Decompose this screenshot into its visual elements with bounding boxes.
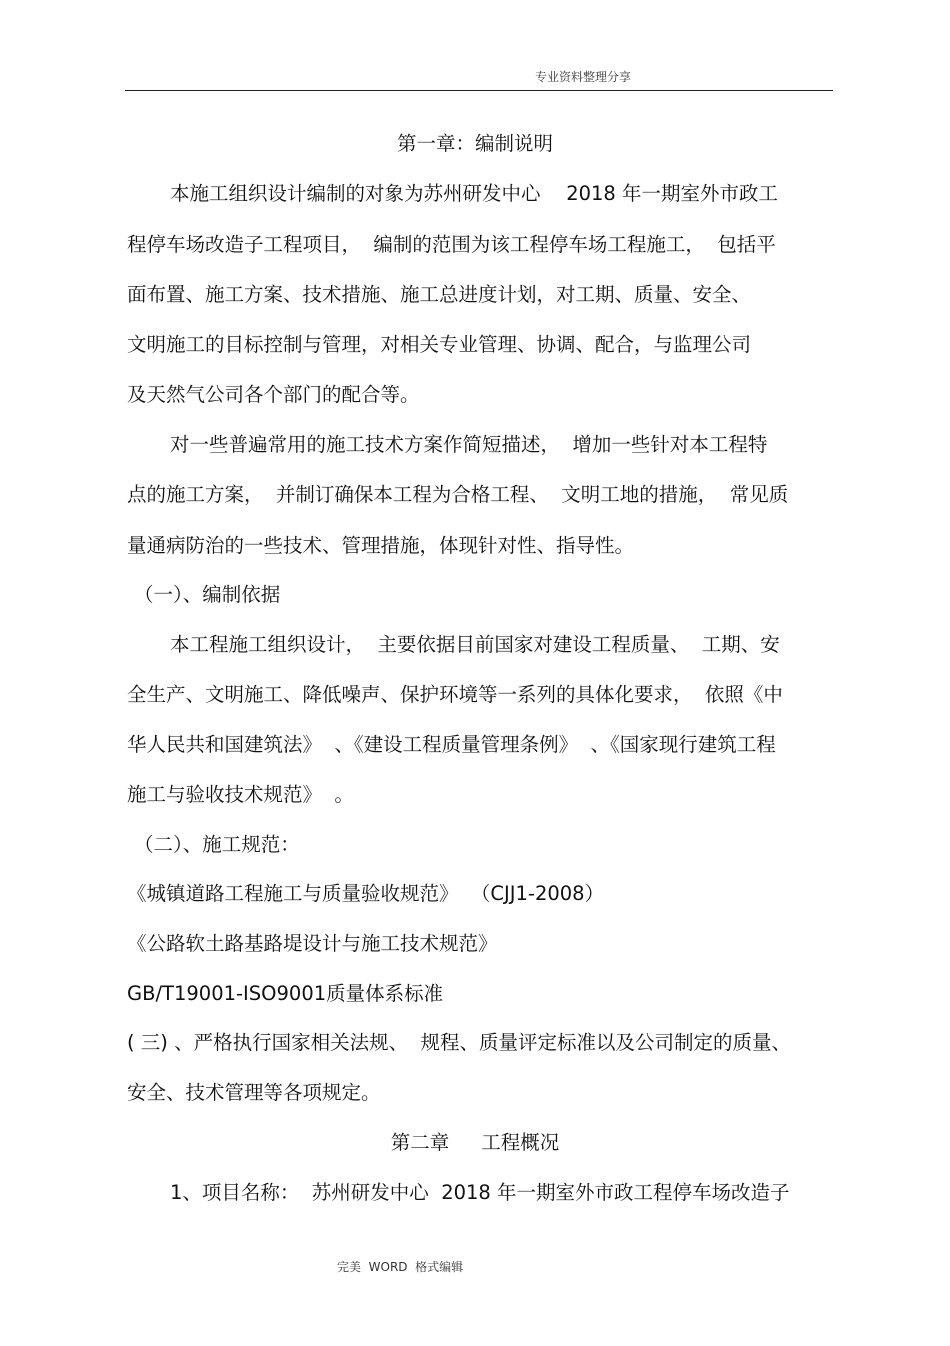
chapter-1-title: 第一章：编制说明 <box>396 132 553 155</box>
paragraph-line: 对一些普遍常用的施工技术方案作简短描述， 增加一些针对本工程特 <box>170 433 768 456</box>
section-heading-standards: （二）、施工规范： <box>134 833 300 856</box>
paragraph-line: 面布置、施工方案、技术措施、施工总进度计划，对工期、质量、安全、 <box>127 283 752 306</box>
paragraph-line: 及天然气公司各个部门的配合等。 <box>127 383 420 406</box>
paragraph-line: 点的施工方案， 并制订确保本工程为合格工程、 文明工地的措施， 常见质 <box>127 483 789 506</box>
header-divider <box>125 90 833 91</box>
page-footer: 完美 WORD 格式编辑 <box>337 1260 464 1274</box>
page-header: 专业资料整理分享 <box>535 70 632 84</box>
section-3-line: 安全、技术管理等各项规定。 <box>127 1081 381 1104</box>
section-heading-basis: （一）、编制依据 <box>134 583 281 606</box>
paragraph-line: 量通病防治的一些技术、管理措施，体现针对性、指导性。 <box>127 534 635 557</box>
standard-item: GB/T19001-ISO9001质量体系标准 <box>127 982 444 1005</box>
paragraph-line: 程停车场改造子工程项目， 编制的范围为该工程停车场工程施工， 包括平 <box>127 233 776 256</box>
paragraph-line: 全生产、文明施工、降低噪声、保护环境等一系列的具体化要求， 依照《中 <box>127 683 783 706</box>
paragraph-line: 本工程施工组织设计， 主要依据目前国家对建设工程质量、 工期、安 <box>170 633 780 656</box>
paragraph-line: 华人民共和国建筑法》 、《建设工程质量管理条例》 、《国家现行建筑工程 <box>127 733 776 756</box>
section-3-line: ( 三) 、严格执行国家相关法规、 规程、质量评定标准以及公司制定的质量、 <box>127 1031 792 1054</box>
paragraph-line: 本施工组织设计编制的对象为苏州研发中心 2018 年一期室外市政工 <box>170 182 779 205</box>
paragraph-line: 施工与验收技术规范》 。 <box>127 783 354 806</box>
chapter-2-title: 第二章 工程概况 <box>390 1131 560 1154</box>
standard-item: 《公路软土路基路堤设计与施工技术规范》 <box>127 932 498 955</box>
standard-item: 《城镇道路工程施工与质量验收规范》 （CJJ1-2008） <box>127 882 605 905</box>
paragraph-line: 文明施工的目标控制与管理，对相关专业管理、协调、配合，与监理公司 <box>127 333 752 356</box>
project-name-line: 1、项目名称： 苏州研发中心 2018 年一期室外市政工程停车场改造子 <box>170 1181 790 1204</box>
